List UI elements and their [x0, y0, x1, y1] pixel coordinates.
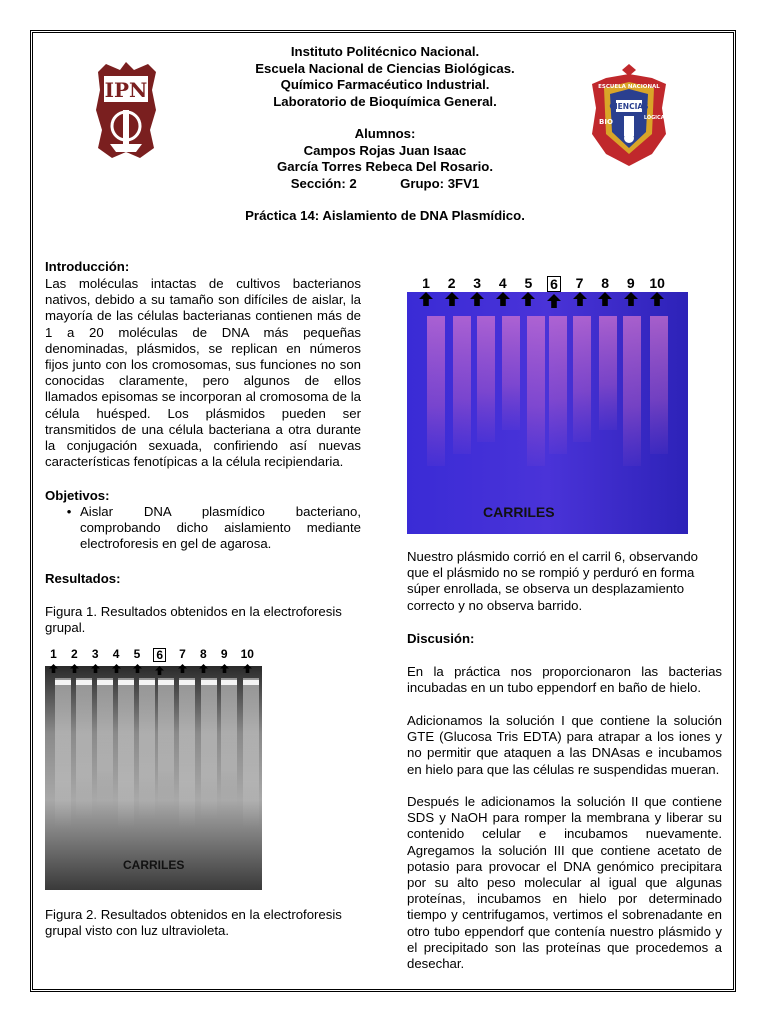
figure2-lane-number: 8	[601, 275, 610, 291]
figure1-lane-5	[133, 648, 142, 678]
figure1-lane-6	[153, 648, 166, 678]
figure2-lane-8	[598, 276, 612, 311]
figure2-lane-number: 1	[422, 275, 430, 291]
figure1-lane-number: 3	[91, 647, 99, 661]
arrow-up-icon	[178, 662, 187, 676]
objetivos-bullet: •	[66, 504, 72, 519]
figure2-caption: Figura 2. Resultados obtenidos en la electroforesis grupal visto con luz ultravioleta.	[45, 907, 342, 939]
ipn-logo	[90, 60, 162, 164]
discusion-heading: Discusión:	[407, 631, 475, 646]
arrow-up-icon	[598, 292, 612, 309]
arrow-up-icon	[49, 662, 58, 676]
intro-heading: Introducción:	[45, 259, 130, 274]
figure2-lane-5	[521, 276, 535, 311]
figure2-lane-9	[624, 276, 638, 311]
header-grupo: Grupo: 3FV1	[400, 175, 480, 191]
header-career: Químico Farmacéutico Industrial.	[280, 77, 490, 92]
arrow-up-icon	[624, 292, 638, 309]
header-alumnos-label: Alumnos:	[354, 126, 416, 141]
figure2-lane-1	[419, 276, 433, 311]
arrow-up-icon	[70, 662, 79, 676]
arrow-up-icon	[445, 292, 459, 309]
practice-title: Práctica 14: Aislamiento de DNA Plasmídico.	[245, 208, 525, 223]
figure1-lane-1	[49, 648, 58, 678]
figure1-lane-numbers	[49, 648, 254, 678]
figure1-lane-10	[241, 648, 254, 678]
figure1-lane-8	[199, 648, 208, 678]
arrow-up-icon	[243, 662, 252, 676]
figure1-lane-number: 5	[133, 647, 141, 661]
discusion-paragraph-2: Adicionamos la solución I que contiene la solución GTE (Glucosa Tris EDTA) para atrapar a los iones y no permitir que ataquen a las DNAsas e incubamos en hielo para que las células re suspendidas mueran.	[407, 713, 722, 777]
objetivos-list-item	[58, 504, 361, 553]
figure1-lane-number: 2	[71, 647, 78, 661]
header-lab: Laboratorio de Bioquímica General.	[273, 93, 497, 109]
arrow-up-icon	[220, 662, 229, 676]
figure1-gel-image	[45, 648, 262, 890]
arrow-up-icon	[650, 292, 664, 309]
arrow-up-icon	[419, 292, 433, 309]
encb-logo-ciencias: CIENCIAS	[609, 102, 649, 111]
arrow-up-icon	[521, 292, 535, 309]
header-school: Escuela Nacional de Ciencias Biológicas.	[255, 60, 515, 76]
figure2-lane-number: 7	[575, 275, 584, 291]
figure1-lane-4	[112, 648, 121, 678]
figure1-gel	[45, 648, 262, 890]
header-student-1: Campos Rojas Juan Isaac	[303, 142, 467, 158]
encb-logo-top-text: ESCUELA NACIONAL	[598, 84, 660, 90]
resultados-heading: Resultados:	[45, 571, 121, 586]
institution-header	[180, 44, 590, 192]
ipn-logo-text: IPN	[104, 78, 148, 102]
figure2-lane-4	[496, 276, 510, 311]
figure2-lane-number: 4	[498, 275, 507, 291]
figure2-lane-numbers	[419, 276, 665, 311]
figure1-lane-9	[220, 648, 229, 678]
figure2-carriles-label: CARRILES	[483, 504, 555, 520]
figure2-lane-number: 6	[547, 276, 561, 292]
header-seccion: Sección: 2	[290, 175, 357, 191]
figure2-lane-10	[649, 276, 665, 311]
discusion-paragraph-3: Después le adicionamos la solución II que contiene SDS y NaOH para romper la membrana y liberar su contenido celular e incubamos nuevamente. Agregamos la solución III que contiene acetato de potasio para provocar el DNA genómico precipitara por su alto peso molecular al igual que algunas proteínas, incubamos en hielo por determinado tiempo y centrifugamos, vertimos el sobrenadante en otro tubo eppendorf que contenía nuestro plásmido y el precipitado son las proteínas que procedemos a desechar.	[407, 794, 722, 972]
encb-logo-right-text: LÓGICAS	[643, 115, 669, 121]
figure2-lane-7	[573, 276, 587, 311]
figure1-lane-number: 8	[199, 647, 207, 661]
figure1-caption: Figura 1. Resultados obtenidos en la electroforesis grupal.	[45, 604, 342, 636]
figure1-lane-number: 7	[179, 647, 186, 661]
arrow-up-icon	[470, 292, 484, 309]
arrow-up-icon	[573, 292, 587, 309]
objetivos-item-text: Aislar DNA plasmídico bacteriano, comprobando dicho aislamiento mediante electroforesis en gel de agarosa.	[80, 504, 361, 552]
encb-logo	[586, 64, 672, 170]
figure2-lane-3	[470, 276, 484, 311]
arrow-up-icon	[112, 662, 121, 676]
arrow-up-icon	[547, 294, 561, 311]
figure2-lane-number: 9	[626, 275, 635, 291]
objetivos-heading: Objetivos:	[45, 488, 110, 503]
figure1-lane-number: 4	[112, 647, 120, 661]
figure2-lane-6	[547, 276, 561, 311]
intro-text: Las moléculas intactas de cultivos bacterianos nativos, debido a su tamaño son difíciles de aislar, la mayoría de las células bacterianas contienen más de 1 a 20 moléculas de DNA más pequeñas denominadas, plásmidos, se replican en números fijos junto con los cromosomas, sus funciones no son conocidas claramente, pero algunos de ellos llamados episomas se incorporan al cromosoma de la célula huésped. Los plásmidos pueden ser transmitidos de una célula bacteriana a otra durante la conjugación sexuada, confiriendo así nuevas características fenotípicas a la célula recipiendaria.	[45, 276, 361, 470]
figure2-gel-image	[407, 276, 688, 534]
uv-description: Nuestro plásmido corrió en el carril 6, observando que el plásmido no se rompió y perduró en forma súper enrollada, se observa un desplazamiento correcto y no observa barrido.	[407, 549, 698, 613]
arrow-up-icon	[133, 662, 142, 676]
figure1-carriles-label: CARRILES	[123, 858, 185, 872]
encb-logo-left-text: BIO	[599, 118, 613, 126]
figure1-lane-2	[70, 648, 79, 678]
figure1-lane-number: 1	[50, 647, 57, 661]
arrow-up-icon	[199, 662, 208, 676]
figure1-lane-number: 9	[220, 647, 228, 661]
figure2-lane-number: 2	[447, 275, 456, 291]
figure2-lane-number: 5	[524, 275, 533, 291]
arrow-up-icon	[496, 292, 510, 309]
figure1-lane-3	[91, 648, 100, 678]
header-student-2: García Torres Rebeca Del Rosario.	[277, 159, 493, 174]
discusion-paragraph-1: En la práctica nos proporcionaron las bacterias incubadas en un tubo eppendorf en baño de hielo.	[407, 664, 722, 696]
figure2-lane-2	[445, 276, 459, 311]
figure2-lane-number: 3	[473, 275, 482, 291]
header-section-group	[180, 176, 590, 193]
figure2-gel	[407, 276, 688, 534]
arrow-up-icon	[91, 662, 100, 676]
figure1-lane-number: 6	[153, 648, 166, 662]
figure2-lane-number: 10	[649, 275, 665, 291]
header-institution: Instituto Politécnico Nacional.	[290, 44, 480, 59]
figure1-lane-7	[178, 648, 187, 678]
figure1-lane-number: 10	[240, 647, 254, 661]
arrow-up-icon	[155, 664, 164, 678]
